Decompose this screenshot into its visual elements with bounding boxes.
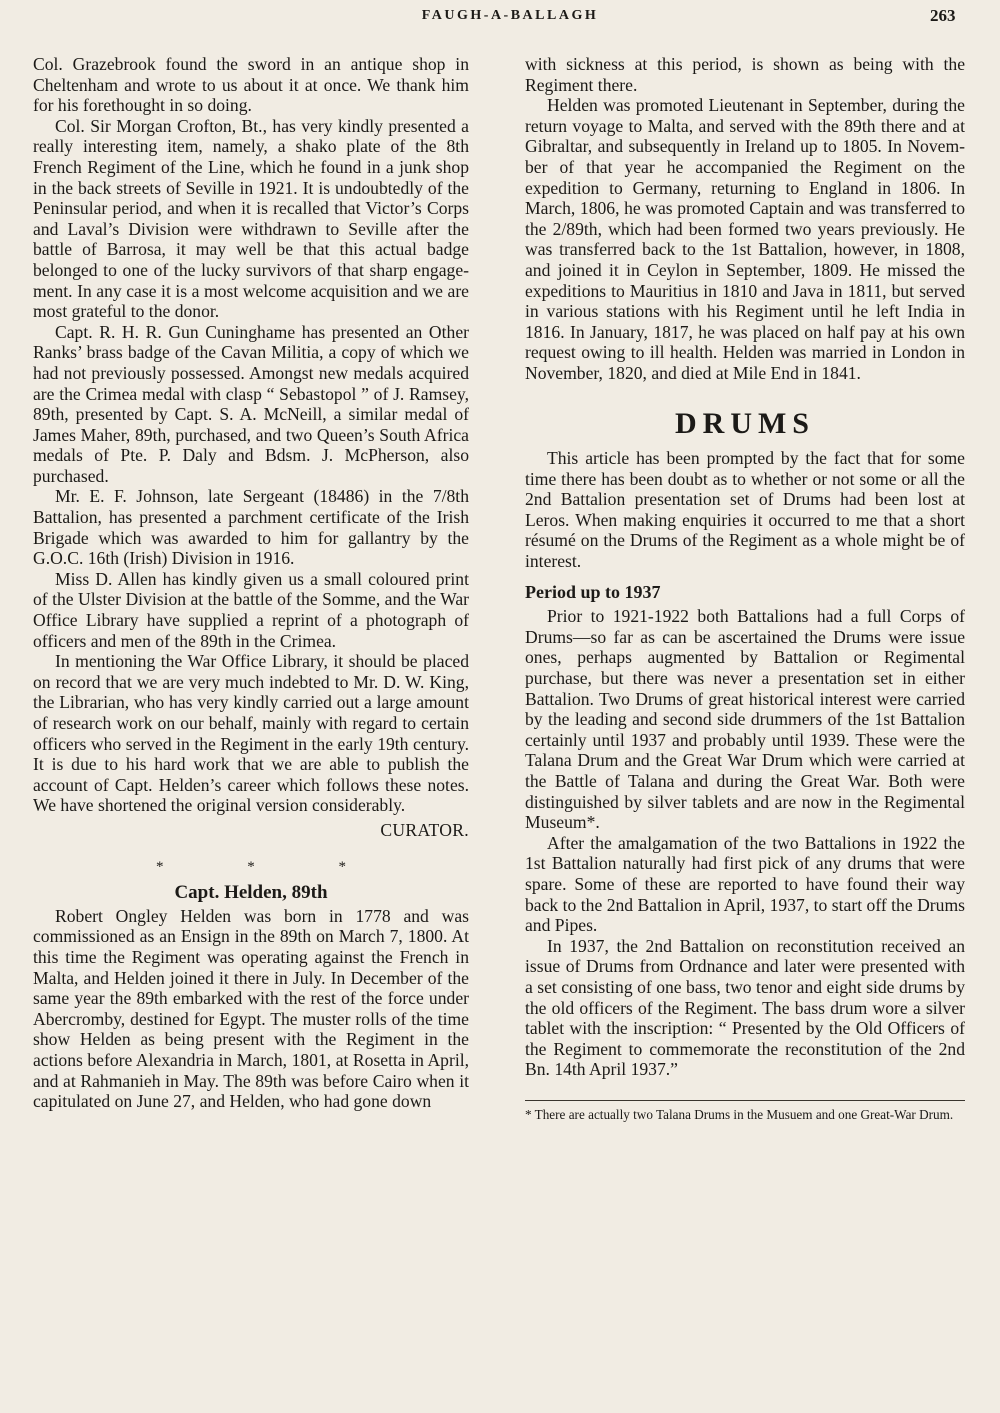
paragraph-war-office-library: In mentioning the War Office Library, it should be placed on record that we are very much indebted to Mr. D. W. King, the Librarian, who has very kindly carried out a large amount of research work on our behalf, mainly with regard to certain officers who served in the Regiment in the early 19th century. It is due to his hard work that we are able to publish the account of Capt. Helden’s career which follows these notes. We have shortened the original version considerably. [33,651,469,816]
paragraph-helden-career: Helden was promoted Lieutenant in September, during the return voyage to Malta, and served with the 89th there and at Gibraltar, and subsequently in Ireland up to 1805. In November of that year he accompanied the Regiment on the expedition to Germany, returning to England in 1806. In March, 1806, he was promoted Captain and was transferred to the 2/89th, which had been formed two years previously. He was transferred back to the 1st Battalion, however, in 1808, and joined it in Ceylon in September, 1809. He missed the expeditions to Mauritius in 1810 and Java in 1811, but served in various stations with his Regiment until he left India in 1816. In January, 1817, he was placed on half pay at his own request owing to ill health. Helden was married in London in November, 1820, and died at Mile End in 1841. [525,95,965,383]
paragraph-helden-intro: Robert Ongley Helden was born in 1778 and was commissioned as an Ensign in the 89th on March 7, 1800. At this time the Regiment was operating against the French in Malta, and Helden joined it there in July. In December of the same year the 89th embarked with the rest of the force under Abercromby, destined for Egypt. The muster rolls of the time show Helden as being present with the Regiment in the actions before Alexandria in March, 1801, at Rosetta in April, and at Rahmanieh in May. The 89th was before Cairo when it capitulated on June 27, and Helden, who had gone down [33,905,469,1112]
curator-signature: CURATOR. [380,819,469,840]
paragraph-drums-prior: Prior to 1921-1922 both Battalions had a full Corps of Drums—so far as can be ascertained the Drums were issue ones, perhaps augmented by Battalion or Regimental purchase, but there was never a presentation set in either Battalion. Two Drums of great historical interest were carried by the leading and second side drummers of the 1st Battalion certainly until 1937 and probably until 1939. These were the Talana Drum and the Great War Drum which were carried at the Battle of Talana and during the Great War. Both were distinguished by silver tablets and are now in the Regimental Museum*. [525,606,965,833]
running-title: FAUGH-A-BALLAGH [421,8,599,23]
paragraph-cuninghame: Capt. R. H. R. Gun Cuninghame has presented an Other Ranks’ brass badge of the Cavan Militia, a copy of which we had not previously possessed. Amongst new medals acquired are the Crimea medal with clasp “ Sebastopol ” of J. Ramsey, 89th, presented by Capt. S. A. McNeill, a similar medal of James Maher, 89th, purchased, and two Queen’s South Africa medals of Pte. P. Daly and Bdsm. J. McPherson, also purchased. [33,321,469,486]
paragraph-drums-1937: In 1937, the 2nd Battalion on reconstitution received an issue of Drums from Ordnance and later were presented with a set consisting of one bass, two tenor and eight side drums by the old officers of the Regiment. The bass drum wore a silver tablet with the inscription: “ Presented by the Old Officers of the Regiment to commemorate the reconstitution of the 2nd Bn. 14th April 1937.” [525,935,965,1080]
paragraph-helden-continued: with sickness at this period, is shown as being with the Regiment there. [525,54,965,95]
footnote-divider [525,1100,965,1101]
footnote: * There are actually two Talana Drums in the Musuem and one Great-War Drum. [525,1106,954,1122]
paragraph-crofton: Col. Sir Morgan Crofton, Bt., has very kindly presented a really interesting item, namely, a shako plate of the 8th French Regiment of the Line, which he found in a junk shop in the back streets of Seville in 1921. It is undoubtedly of the Peninsular period, and when it is recalled that Victor’s Corps and Laval’s Division were withdrawn to Seville after the battle of Barrosa, it may well be that this actual badge belonged to one of the lucky survivors of that sharp engagement. In any case it is a most welcome acquisition and we are most grateful to the donor. [33,115,469,322]
paragraph-drums-amalgamation: After the amalgamation of the two Battalions in 1922 the 1st Battalion naturally had first pick of any drums that were spare. Some of these are reported to have found their way back to the 2nd Battalion in April, 1937, to start off the Drums and Pipes. [525,832,965,936]
left-column [33,54,469,1112]
right-column [525,54,965,1122]
page-header [0,6,1000,28]
subheading-period: Period up to 1937 [525,581,661,602]
section-title-drums: DRUMS [675,406,815,440]
section-separator: * * * [156,858,386,875]
paragraph-drums-intro: This article has been prompted by the fact that for some time there has been doubt as to whether or not some or all the 2nd Battalion presentation set of Drums had been lost at Leros. When making enquiries it occurred to me that a short résumé on the Drums of the Regiment as a whole might be of interest. [525,448,965,572]
paragraph-johnson: Mr. E. F. Johnson, late Sergeant (18486) in the 7/8th Battalion, has presented a parchment certificate of the Irish Brigade which was awarded to him for gallantry by the G.O.C. 16th (Irish) Division in 1916. [33,486,469,569]
article-heading-helden: Capt. Helden, 89th [174,882,328,904]
paragraph-grazebrook: Col. Grazebrook found the sword in an antique shop in Cheltenham and wrote to us about it at once. We thank him for his forethought in so doing. [33,54,469,116]
paragraph-allen: Miss D. Allen has kindly given us a small coloured print of the Ulster Division at the battle of the Somme, and the War Office Library have supplied a reprint of a photograph of officers and men of the 89th in the Crimea. [33,568,469,651]
page-number: 263 [930,6,956,25]
